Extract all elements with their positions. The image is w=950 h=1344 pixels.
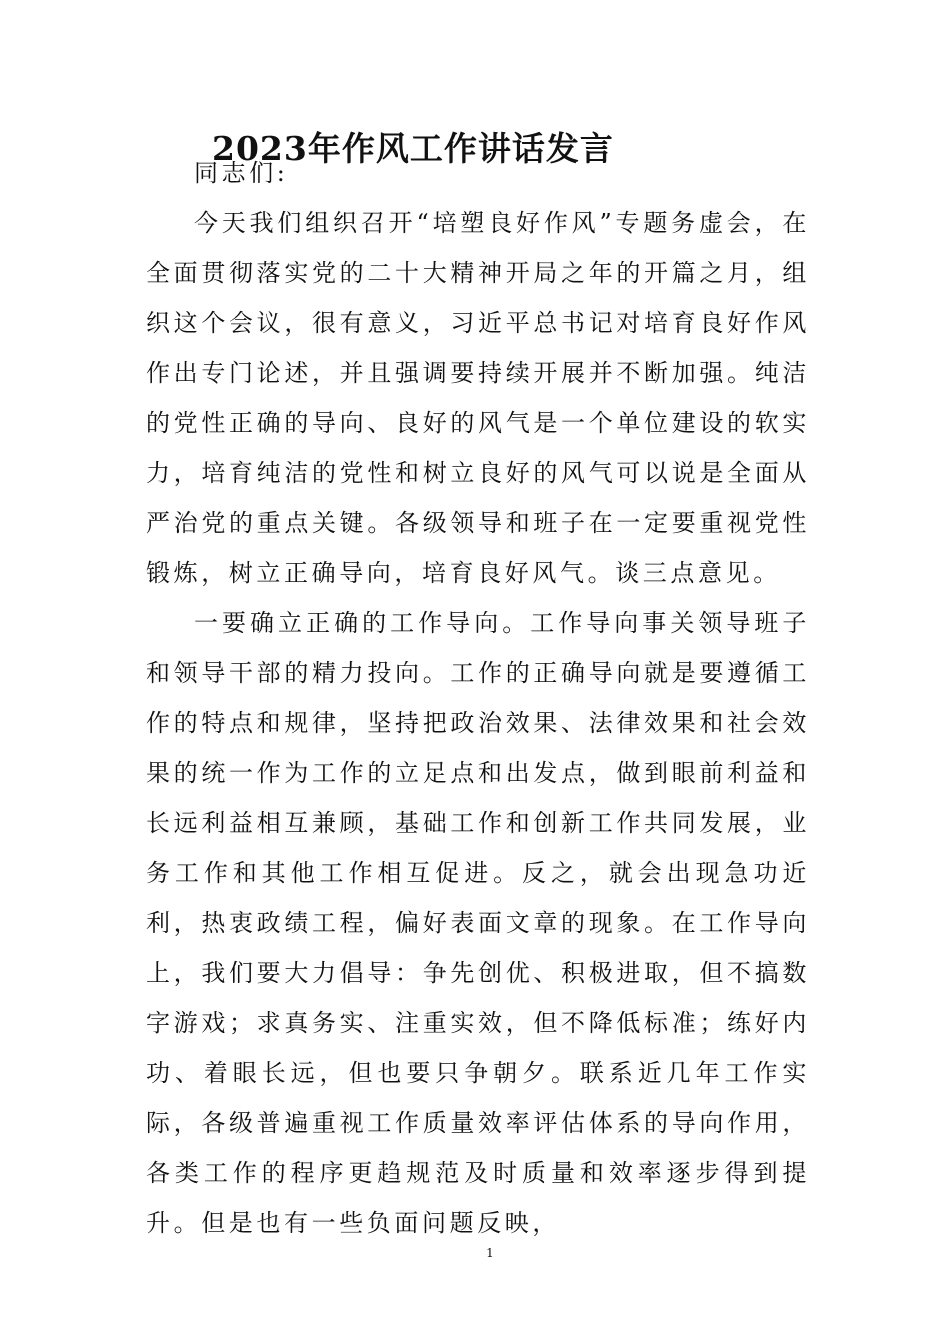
page-number: 1 — [486, 1246, 494, 1260]
paragraph-point-one: 一要确立正确的工作导向。工作导向事关领导班子和领导干部的精力投向。工作的正确导向就是要遵循工作的特点和规律，坚持把政治效果、法律效果和社会效果的统一作为工作的立足点和出发点，做到眼前利益和长远利益相互兼顾，基础工作和创新工作共同发展，业务工作和其他工作相互促进。反之，就会出现急功近利，热衷政绩工程，偏好表面文章的现象。在工作导向上，我们要大力倡导：争先创优、积极进取，但不搞数字游戏；求真务实、注重实效，但不降低标准；练好内功、着眼长远，但也要只争朝夕。联系近几年工作实际，各级普遍重视工作质量效率评估体系的导向作用，各类工作的程序更趋规范及时质量和效率逐步得到提升。但是也有一些负面问题反映， — [146, 609, 810, 1237]
salutation: 同志们: — [194, 159, 289, 187]
document-title: 2023年作风工作讲话发言 — [212, 129, 614, 168]
paragraph-intro: 今天我们组织召开“培塑良好作风”专题务虚会，在全面贯彻落实党的二十大精神开局之年的开篇之月，组织这个会议，很有意义，习近平总书记对培育良好作风作出专门论述，并且强调要持续开展并不断加强。纯洁的党性正确的导向、良好的风气是一个单位建设的软实力，培育纯洁的党性和树立良好的风气可以说是全面从严治党的重点关键。各级领导和班子在一定要重视党性锻炼，树立正确导向，培育良好风气。谈三点意见。 — [146, 209, 810, 587]
document-body — [146, 148, 810, 1248]
